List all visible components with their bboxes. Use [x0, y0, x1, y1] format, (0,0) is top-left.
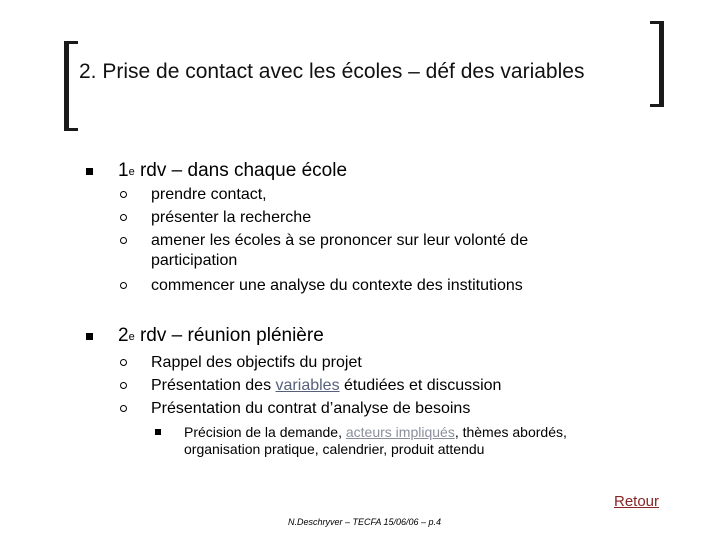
variables-link[interactable]: variables	[275, 377, 340, 394]
footer-text: N.Deschryver – TECFA 15/06/06 – p.4	[288, 517, 442, 527]
list-item-text: Présentation des variables étudiées et discussion	[151, 377, 502, 394]
title-bracket-right	[650, 21, 664, 107]
acteurs-link[interactable]: acteurs impliqués	[345, 424, 455, 440]
section-1-number: 1	[118, 160, 129, 181]
section-2-sup: e	[128, 331, 135, 343]
circle-bullet-icon	[120, 405, 127, 412]
circle-bullet-icon	[120, 382, 127, 389]
circle-bullet-icon	[120, 282, 127, 289]
list-item-text: Présentation du contrat d’analyse de besoins	[151, 400, 471, 417]
list-item-text: prendre contact,	[151, 186, 267, 203]
list-item-text: commencer une analyse du contexte des institutions	[151, 277, 523, 294]
retour-link[interactable]: Retour	[614, 493, 660, 510]
circle-bullet-icon	[120, 237, 127, 244]
sub-list-item-text: Précision de la demande, acteurs impliqués, thèmes abordés, organisation pratique, calendrier, produit attendu	[184, 424, 567, 457]
section-2-title: rdv – réunion plénière	[134, 325, 324, 346]
list-item-text: amener les écoles à se prononcer sur leur volonté de participation	[151, 232, 529, 269]
circle-bullet-icon	[120, 214, 127, 221]
circle-bullet-icon	[120, 191, 127, 198]
square-bullet-icon	[86, 333, 93, 340]
circle-bullet-icon	[120, 359, 127, 366]
section-2-number: 2	[118, 325, 129, 346]
list-item-text: présenter la recherche	[151, 209, 312, 226]
square-bullet-icon	[155, 429, 161, 435]
slide-title: 2. Prise de contact avec les écoles – déf des variables	[79, 60, 585, 83]
section-1-sup: e	[128, 166, 135, 178]
title-bracket-left	[64, 41, 78, 131]
list-item-text: Rappel des objectifs du projet	[151, 354, 362, 371]
section-1-title: rdv – dans chaque école	[134, 160, 348, 181]
square-bullet-icon	[86, 168, 93, 175]
